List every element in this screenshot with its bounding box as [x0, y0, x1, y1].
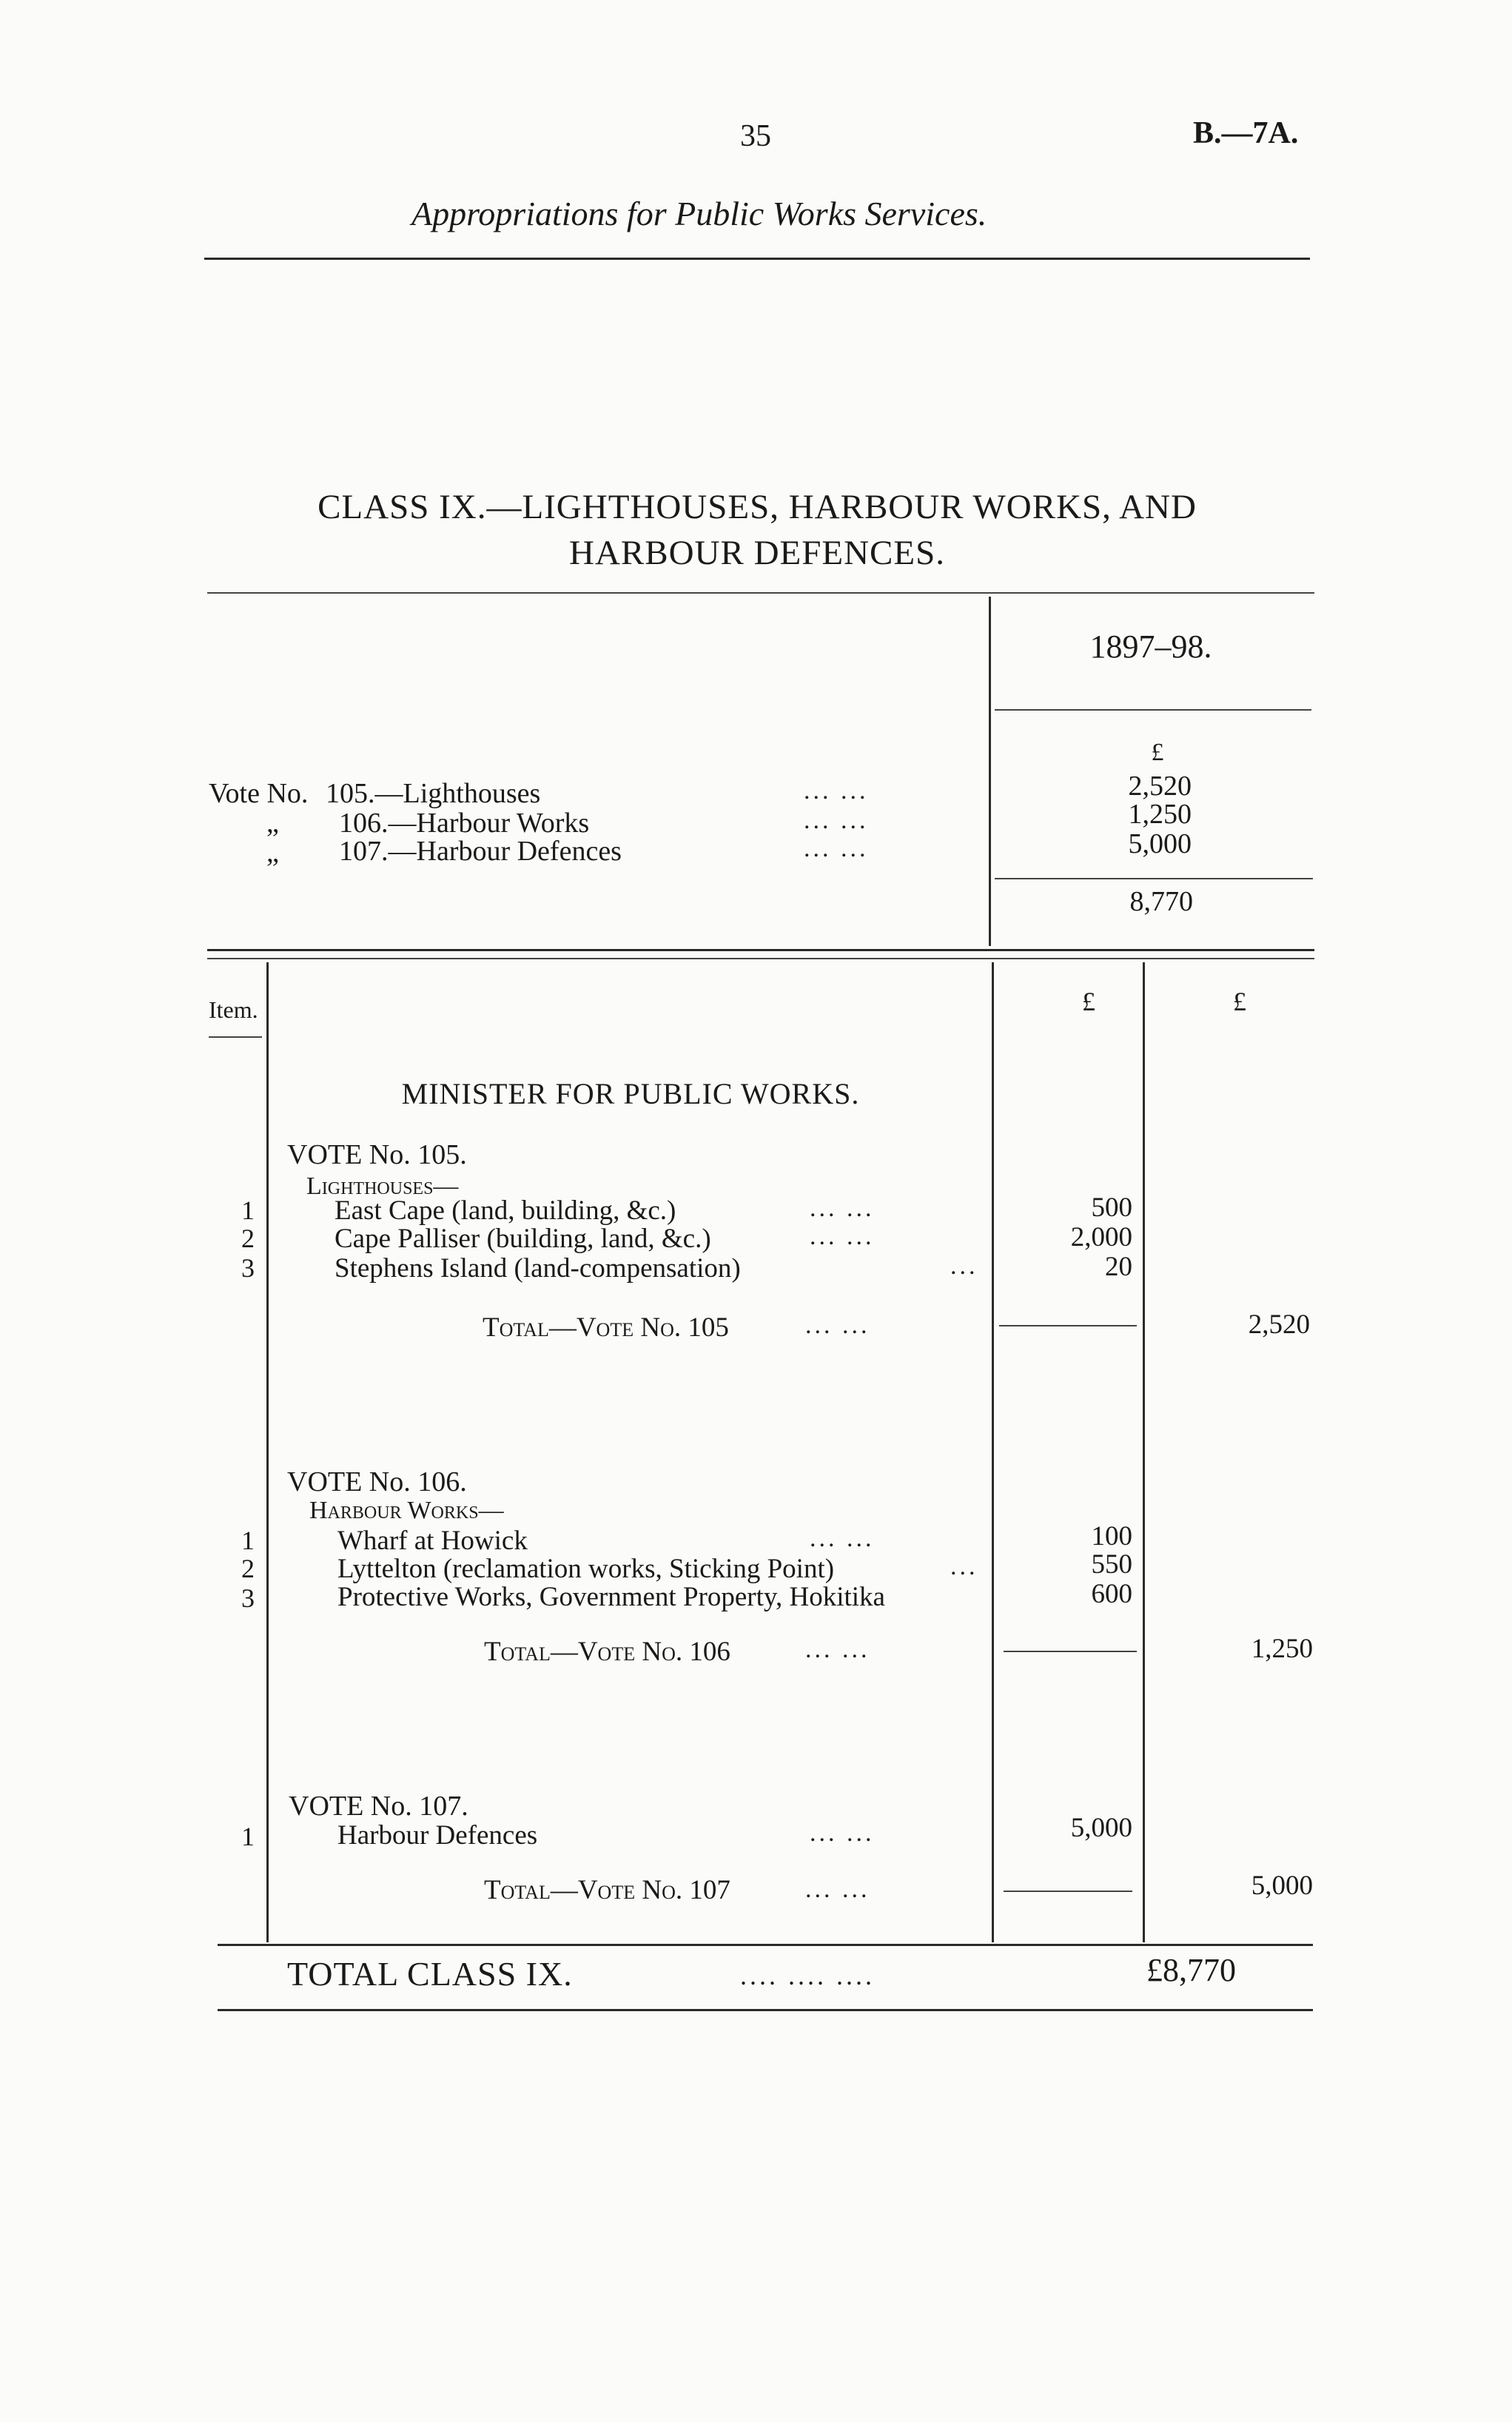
paper-reference: B.—7A. — [1193, 116, 1299, 150]
item-number: 1 — [241, 1526, 255, 1555]
detail-currency-col2: £ — [1233, 987, 1246, 1016]
item-leader: ... ... — [810, 1525, 875, 1552]
summary-amount: 2,520 — [1128, 771, 1192, 802]
item-amount: 20 — [1105, 1252, 1132, 1282]
header-rule — [204, 258, 1310, 260]
item-leader: ... — [950, 1553, 978, 1580]
item-description: Stephens Island (land-compensation) — [335, 1253, 741, 1284]
item-description: East Cape (land, building, &c.) — [335, 1195, 676, 1226]
vote-total-label: Total—Vote No. 105 — [483, 1312, 729, 1343]
summary-vote-label: 107.—Harbour Defences — [339, 836, 622, 867]
grand-total-top-rule — [218, 1944, 1313, 1946]
vote-total-leader: ... ... — [805, 1312, 870, 1339]
vote-total-label: Total—Vote No. 107 — [484, 1875, 730, 1905]
item-amount: 600 — [1091, 1579, 1132, 1609]
grand-total: £8,770 — [1146, 1952, 1236, 1988]
item-leader: ... — [950, 1252, 978, 1280]
item-description: Harbour Defences — [337, 1820, 538, 1851]
item-heading-rule — [209, 1036, 262, 1038]
summary-vote-prefix: Vote No. — [209, 778, 309, 809]
summary-vote-label: 105.—Lighthouses — [326, 778, 541, 809]
vote-subtotal-rule — [1004, 1891, 1132, 1892]
vote-title: VOTE No. 107. — [289, 1791, 468, 1822]
vote-title: VOTE No. 105. — [287, 1139, 467, 1170]
summary-vote-label: 106.—Harbour Works — [339, 808, 590, 839]
summary-total: 8,770 — [1129, 886, 1193, 917]
grand-total-bottom-rule — [218, 2009, 1313, 2011]
summary-divider — [989, 597, 991, 946]
summary-amount: 5,000 — [1128, 828, 1192, 859]
summary-top-rule — [207, 592, 1314, 594]
item-number: 1 — [241, 1195, 255, 1225]
amount-column-rule-2 — [1143, 962, 1145, 1942]
summary-leader: ... ... — [804, 807, 869, 834]
item-description: Lyttelton (reclamation works, Sticking Point) — [337, 1554, 835, 1584]
item-number: 3 — [241, 1583, 255, 1613]
item-amount: 100 — [1091, 1521, 1132, 1552]
running-title: Appropriations for Public Works Services. — [411, 195, 987, 232]
vote-total-label: Total—Vote No. 106 — [484, 1637, 730, 1667]
item-number: 3 — [241, 1253, 255, 1283]
class-title-line1: CLASS IX.—LIGHTHOUSES, HARBOUR WORKS, AND — [317, 488, 1197, 526]
detail-top-rule — [207, 949, 1314, 951]
class-title-line2: HARBOUR DEFENCES. — [569, 534, 945, 572]
detail-currency-col1: £ — [1082, 987, 1095, 1016]
item-number: 2 — [241, 1554, 255, 1583]
vote-total-leader: ... ... — [805, 1636, 870, 1663]
vote-total-leader: ... ... — [805, 1876, 870, 1903]
item-column-rule — [266, 962, 269, 1942]
item-amount: 500 — [1091, 1192, 1132, 1223]
summary-leader: ... ... — [804, 835, 869, 862]
item-leader: ... ... — [810, 1195, 875, 1222]
summary-leader: ... ... — [804, 777, 869, 805]
vote-subhead: Harbour Works— — [309, 1497, 504, 1524]
vote-subtotal-rule — [1004, 1651, 1137, 1652]
item-leader: ... ... — [810, 1223, 875, 1250]
vote-subtotal-rule — [999, 1325, 1137, 1326]
item-heading: Item. — [209, 996, 258, 1023]
detail-top-rule-2 — [207, 958, 1314, 959]
summary-vote-prefix: „ — [266, 808, 279, 839]
minister-heading: MINISTER FOR PUBLIC WORKS. — [401, 1077, 860, 1110]
summary-vote-prefix: „ — [266, 837, 279, 868]
item-amount: 5,000 — [1070, 1813, 1132, 1843]
vote-total: 1,250 — [1251, 1634, 1313, 1664]
vote-total: 5,000 — [1251, 1871, 1313, 1901]
vote-subhead: Lighthouses— — [306, 1173, 459, 1200]
year-heading: 1897–98. — [1089, 628, 1212, 665]
page-number: 35 — [740, 119, 771, 153]
vote-total: 2,520 — [1248, 1309, 1310, 1340]
item-amount: 550 — [1091, 1549, 1132, 1580]
summary-total-rule — [995, 878, 1313, 879]
grand-total-label: TOTAL CLASS IX. — [287, 1955, 573, 1993]
item-number: 2 — [241, 1224, 255, 1253]
amount-column-rule-1 — [992, 962, 994, 1942]
summary-currency: £ — [1151, 739, 1164, 766]
item-description: Cape Palliser (building, land, &c.) — [335, 1224, 711, 1254]
item-leader: ... ... — [810, 1819, 875, 1847]
vote-title: VOTE No. 106. — [287, 1466, 467, 1497]
item-number: 1 — [241, 1822, 255, 1851]
item-amount: 2,000 — [1070, 1222, 1132, 1252]
item-description: Wharf at Howick — [337, 1526, 528, 1556]
grand-total-leader: .... .... .... — [740, 1961, 875, 1990]
summary-amount: 1,250 — [1128, 799, 1192, 830]
year-heading-rule — [995, 709, 1311, 711]
item-description: Protective Works, Government Property, Hokitika — [337, 1582, 885, 1612]
